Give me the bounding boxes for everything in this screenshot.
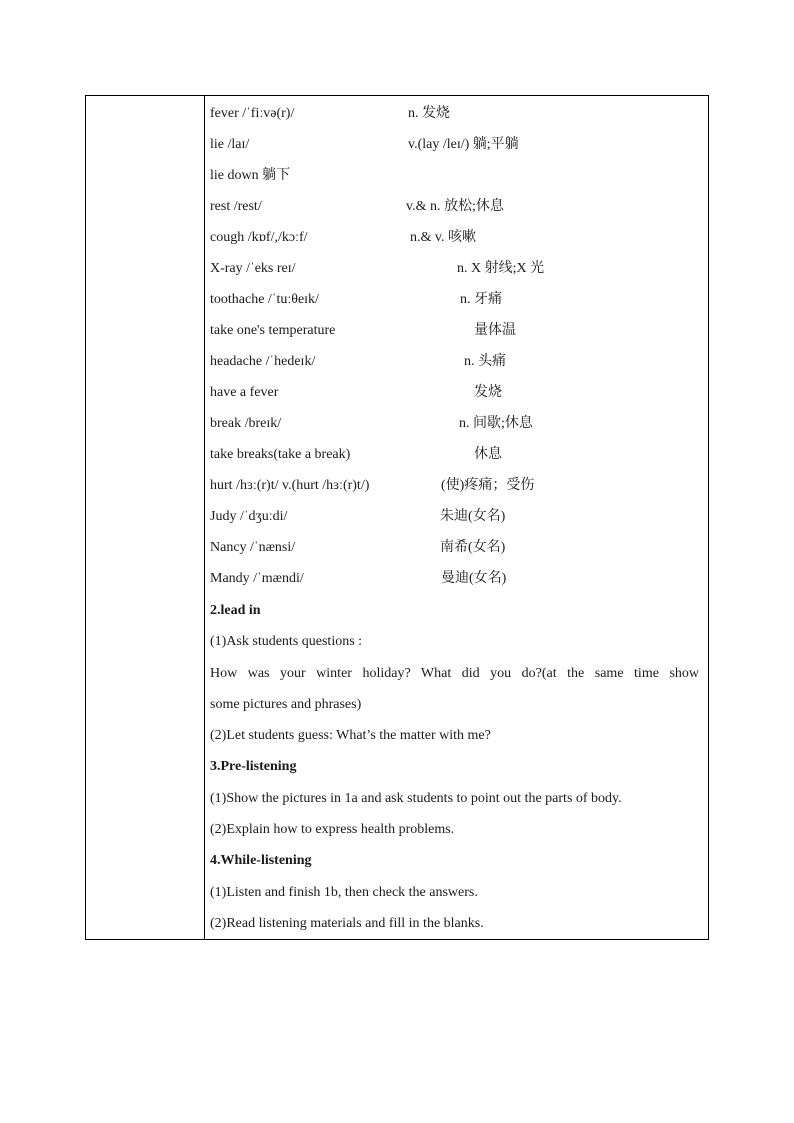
vocab-meaning: n. 间歇;休息 bbox=[459, 416, 533, 431]
vocab-term: have a fever bbox=[210, 385, 279, 400]
vocab-term: lie down 躺下 bbox=[210, 168, 291, 183]
vocab-meaning: 南希(女名) bbox=[440, 540, 506, 555]
section-heading-pre-listening: 3.Pre-listening bbox=[210, 759, 297, 774]
pre-listening-item-2: (2)Explain how to express health problems. bbox=[210, 822, 455, 837]
vocab-meaning: n.& v. 咳嗽 bbox=[410, 230, 476, 245]
vocab-term: toothache /ˈtuːθeɪk/ bbox=[210, 292, 319, 307]
column-divider bbox=[204, 96, 205, 939]
while-listening-item-1: (1)Listen and finish 1b, then check the answers. bbox=[210, 885, 478, 900]
section-heading-lead-in: 2.lead in bbox=[210, 603, 261, 618]
vocab-term: Judy /ˈdʒuːdi/ bbox=[210, 509, 288, 524]
vocab-term: headache /ˈhedeɪk/ bbox=[210, 354, 316, 369]
vocab-term: rest /rest/ bbox=[210, 199, 262, 214]
vocab-meaning: 朱迪(女名) bbox=[440, 509, 506, 524]
vocab-meaning: 曼迪(女名) bbox=[441, 571, 507, 586]
lesson-table bbox=[85, 95, 709, 940]
vocab-meaning: 发烧 bbox=[474, 385, 502, 400]
vocab-term: lie /laɪ/ bbox=[210, 137, 250, 152]
pre-listening-item-1: (1)Show the pictures in 1a and ask students to point out the parts of body. bbox=[210, 791, 622, 806]
vocab-meaning: n. 头痛 bbox=[464, 354, 506, 369]
vocab-meaning: n. 发烧 bbox=[408, 106, 450, 121]
vocab-meaning: (使)疼痛；受伤 bbox=[441, 478, 535, 493]
lead-in-item-2: (2)Let students guess: What’s the matter with me? bbox=[210, 728, 491, 743]
vocab-term: hurt /hɜː(r)t/ v.(hurt /hɜː(r)t/) bbox=[210, 478, 370, 493]
vocab-meaning: 休息 bbox=[474, 447, 502, 462]
vocab-term: break /breɪk/ bbox=[210, 416, 282, 431]
lead-in-item-1-continued: How was your winter holiday? What did you do?(at the same time show bbox=[210, 666, 699, 681]
vocab-term: fever /ˈfiːvə(r)/ bbox=[210, 106, 295, 121]
vocab-term: take breaks(take a break) bbox=[210, 447, 351, 462]
while-listening-item-2: (2)Read listening materials and fill in the blanks. bbox=[210, 916, 484, 931]
section-heading-while-listening: 4.While-listening bbox=[210, 853, 312, 868]
vocab-term: Mandy /ˈmændi/ bbox=[210, 571, 304, 586]
vocab-meaning: 量体温 bbox=[474, 323, 516, 338]
vocab-term: X-ray /ˈeks reɪ/ bbox=[210, 261, 296, 276]
vocab-meaning: v.& n. 放松;休息 bbox=[406, 199, 504, 214]
vocab-term: cough /kɒf/,/kɔːf/ bbox=[210, 230, 308, 245]
vocab-term: Nancy /ˈnænsi/ bbox=[210, 540, 296, 555]
vocab-meaning: n. X 射线;X 光 bbox=[457, 261, 545, 276]
vocab-meaning: v.(lay /leɪ/) 躺;平躺 bbox=[408, 137, 519, 152]
vocab-meaning: n. 牙痛 bbox=[460, 292, 502, 307]
vocab-term: take one's temperature bbox=[210, 323, 336, 338]
lead-in-item-1: (1)Ask students questions : bbox=[210, 634, 363, 649]
lead-in-item-1-end: some pictures and phrases) bbox=[210, 697, 362, 712]
